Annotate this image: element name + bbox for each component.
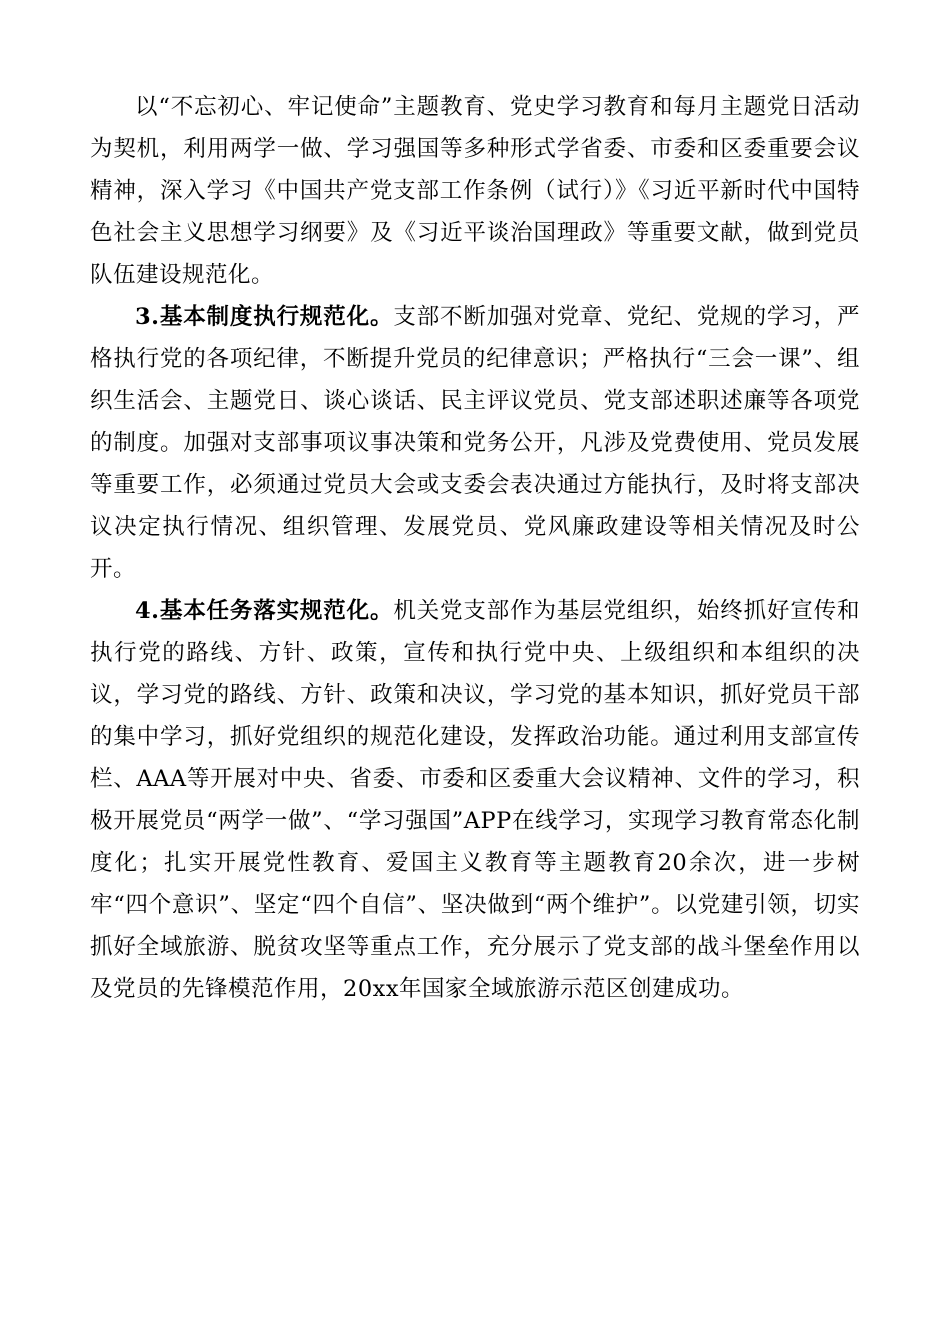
- paragraph-intro: [90, 86, 860, 296]
- paragraph-intro-text: 以“不忘初心、牢记使命”主题教育、党史学习教育和每月主题党日活动为契机，利用两学一做、学习强国等多种形式学省委、市委和区委重要会议精神，深入学习《中国共产党支部工作条例（试行）》《习近平新时代中国特色社会主义思想学习纲要》及《习近平谈治国理政》等重要文献，做到党员队伍建设规范化。: [90, 94, 860, 288]
- paragraph-institution-execution-text: 支部不断加强对党章、党纪、党规的学习，严格执行党的各项纪律，不断提升党员的纪律意识；严格执行“三会一课”、组织生活会、主题党日、谈心谈话、民主评议党员、党支部述职述廉等各项党的制度。加强对支部事项议事决策和党务公开，凡涉及党费使用、党员发展等重要工作，必须通过党员大会或支委会表决通过方能执行，及时将支部决议决定执行情况、组织管理、发展党员、党风廉政建设等相关情况及时公开。: [90, 304, 860, 582]
- paragraph-institution-execution: [90, 296, 860, 590]
- document-body: [90, 86, 860, 1010]
- paragraph-institution-execution-heading: 3.基本制度执行规范化。: [135, 304, 394, 330]
- paragraph-task-implementation-heading: 4.基本任务落实规范化。: [135, 598, 394, 624]
- paragraph-task-implementation: [90, 590, 860, 1010]
- paragraph-task-implementation-text: 机关党支部作为基层党组织，始终抓好宣传和执行党的路线、方针、政策，宣传和执行党中央、上级组织和本组织的决议，学习党的路线、方针、政策和决议，学习党的基本知识，抓好党员干部的集中学习，抓好党组织的规范化建设，发挥政治功能。通过利用支部宣传栏、AAA等开展对中央、省委、市委和区委重大会议精神、文件的学习，积极开展党员“两学一做”、“学习强国”APP在线学习，实现学习教育常态化制度化；扎实开展党性教育、爱国主义教育等主题教育20余次，进一步树牢“四个意识”、坚定“四个自信”、坚决做到“两个维护”。以党建引领，切实抓好全域旅游、脱贫攻坚等重点工作，充分展示了党支部的战斗堡垒作用以及党员的先锋模范作用，20xx年国家全域旅游示范区创建成功。: [90, 598, 860, 1002]
